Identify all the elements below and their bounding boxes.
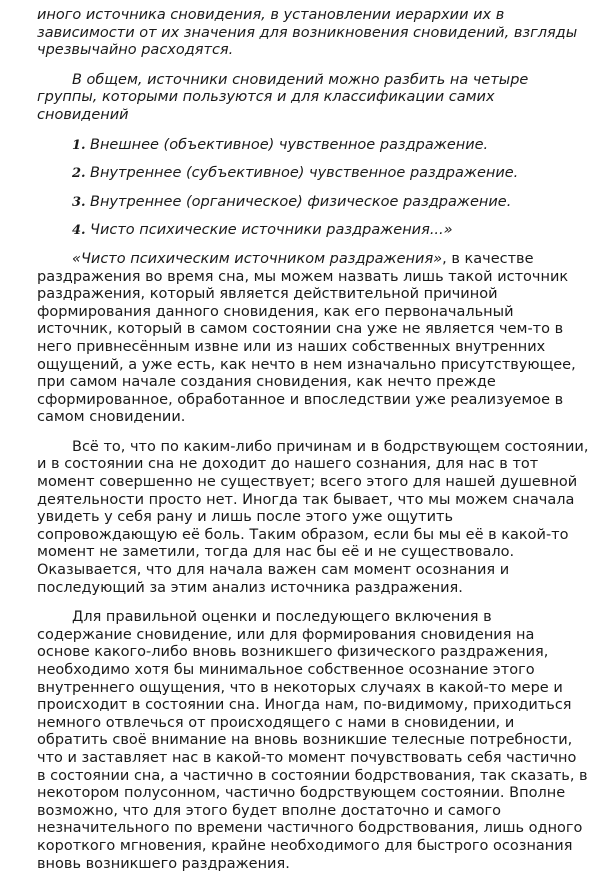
list-item-text: Внутреннее (органическое) физическое раздражение. bbox=[90, 193, 512, 210]
document-page bbox=[37, 7, 589, 873]
list-item-text: Чисто психические источники раздражения...» bbox=[90, 222, 453, 239]
list-item bbox=[37, 222, 589, 240]
paragraph-sources-groups: В общем, источники сновидений можно разбить на четыре группы, которыми пользуются и для классификации самих сновидений bbox=[37, 71, 529, 123]
paragraph-intro-continuation: иного источника сновидения, в установлении иерархии их в зависимости от их значения для возникновения сновидений, взгляды чрезвычайно расходятся. bbox=[37, 7, 578, 59]
list-item bbox=[37, 194, 589, 212]
list-item-number: 4. bbox=[72, 223, 86, 239]
paragraph-awareness: Всё то, что по каким-либо причинам и в бодрствующем состоянии, и в состоянии сна не доходит до нашего сознания, для нас в тот момент совершенно не существует; всего этого для нашей душевной деятельности просто нет. Иногда так бывает, что мы можем сначала увидеть у себя рану и лишь после этого уже ощутить сопровождающую её боль. Таким образом, если бы мы её в какой-то момент не заметили, тогда для нас бы её и не существовало. Оказывается, что для начала важен сам момент осознания и последующий за этим анализ источника раздражения. bbox=[37, 438, 589, 596]
dream-sources-list bbox=[37, 137, 589, 240]
paragraph-psychic-source-body: , в качестве раздражения во время сна, мы можем назвать лишь такой источник раздражения, который является действительной причиной формирования данного сновидения, как его первоначальный источник, который в самом состоянии сна уже не является чем-то в него привнесённым извне или из наших собственных внутренних ощущений, а уже есть, как нечто в нем изначально присутствующее, при самом начале создания сновидения, как нечто прежде сформированное, обработанное и впоследствии уже реализуемое в самом сновидении. bbox=[37, 250, 576, 426]
list-item-number: 3. bbox=[72, 194, 86, 210]
list-item-number: 1. bbox=[72, 137, 86, 153]
paragraph-psychic-source-quote: «Чисто психическим источником раздражения» bbox=[72, 250, 443, 267]
list-item bbox=[37, 165, 589, 183]
list-item-number: 2. bbox=[72, 166, 86, 182]
list-item bbox=[37, 137, 589, 155]
list-item-text: Внешнее (объективное) чувственное раздражение. bbox=[90, 136, 489, 153]
paragraph-psychic-source bbox=[37, 251, 589, 427]
list-item-text: Внутреннее (субъективное) чувственное раздражение. bbox=[90, 165, 519, 182]
paragraph-evaluation: Для правильной оценки и последующего включения в содержание сновидение, или для формирования сновидения на основе какого-либо вновь возникшего физического раздражения, необходимо хотя бы минимальное собственное осознание этого внутреннего ощущения, что в некоторых случаях в какой-то мере и происходит в состоянии сна. Иногда нам, по-видимому, приходиться немного отвлечься от происходящего с нами в сновидении, и обратить своё внимание на вновь возникшие телесные потребности, что и заставляет нас в какой-то момент почувствовать себя частично в состоянии сна, а частично в состоянии бодрствования, так сказать, в некотором полусонном, частично бодрствующем состоянии. Вполне возможно, что для этого будет вполне достаточно и самого незначительного по времени частичного бодрствования, лишь одного короткого мгновения, крайне необходимого для быстрого осознания вновь возникшего раздражения. bbox=[37, 609, 588, 872]
